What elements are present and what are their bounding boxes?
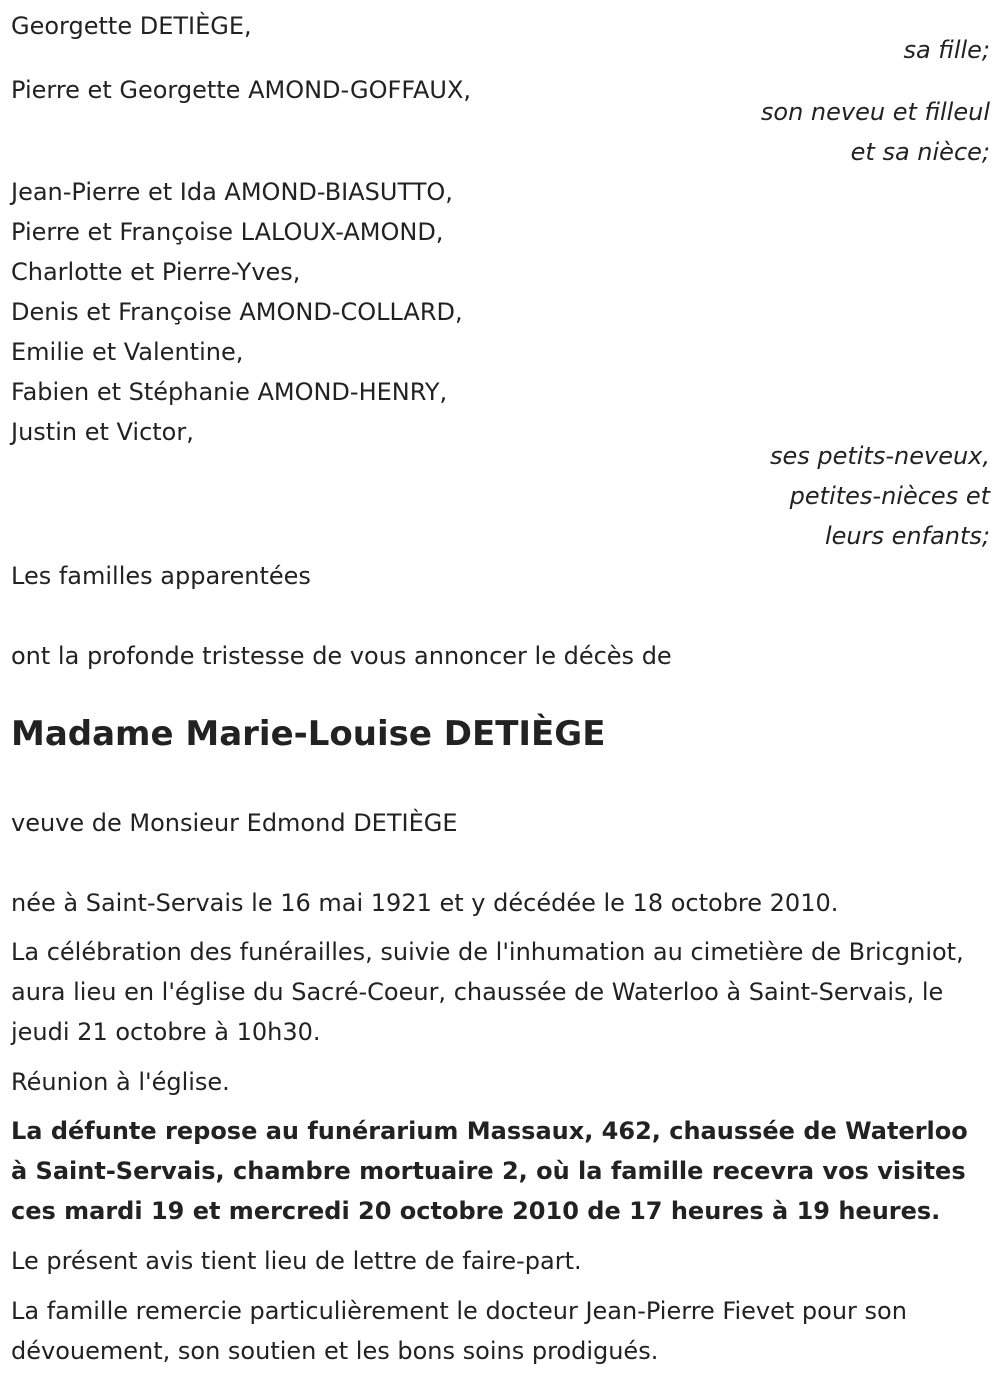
family-line-amond-biasutto: Jean-Pierre et Ida AMOND-BIASUTTO, [11, 178, 453, 206]
related-families: Les familles apparentées [11, 562, 311, 590]
birth-death-paragraph: née à Saint-Servais le 16 mai 1921 et y décédée le 18 octobre 2010. [11, 889, 839, 917]
family-line-amond-collard: Denis et Françoise AMOND-COLLARD, [11, 298, 463, 326]
role-their-children: leurs enfants; [825, 522, 990, 550]
role-daughter: sa fille; [903, 36, 990, 64]
role-grandnephews: ses petits-neveux, [769, 442, 990, 470]
role-grandnieces: petites-nièces et [789, 482, 990, 510]
family-line-emilie: Emilie et Valentine, [11, 338, 244, 366]
family-line-justin: Justin et Victor, [11, 418, 194, 446]
family-line-georgette: Georgette DETIÈGE, [11, 12, 252, 40]
notice-paragraph: Le présent avis tient lieu de lettre de faire-part. [11, 1247, 582, 1275]
thanks-paragraph: La famille remercie particulièrement le docteur Jean-Pierre Fievet pour son dévouement, son soutien et les bons soins prodigués. [11, 1297, 907, 1365]
family-line-charlotte: Charlotte et Pierre-Yves, [11, 258, 301, 286]
gathering-paragraph: Réunion à l'église. [11, 1068, 230, 1096]
deceased-name: Madame Marie-Louise DETIÈGE [11, 714, 606, 754]
widow-of: veuve de Monsieur Edmond DETIÈGE [11, 809, 458, 837]
family-line-amond-goffaux: Pierre et Georgette AMOND-GOFFAUX, [11, 76, 472, 104]
family-line-laloux-amond: Pierre et Françoise LALOUX-AMOND, [11, 218, 444, 246]
visitation-paragraph: La défunte repose au funérarium Massaux, 462, chaussée de Waterloo à Saint-Servais, chambre mortuaire 2, où la famille recevra vos visites ces mardi 19 et mercredi 20 octobre 2010 de 17 heures à 19 heures. [11, 1117, 968, 1225]
family-line-amond-henry: Fabien et Stéphanie AMOND-HENRY, [11, 378, 448, 406]
funeral-paragraph: La célébration des funérailles, suivie de l'inhumation au cimetière de Bricgniot, aura lieu en l'église du Sacré-Coeur, chaussée de Waterloo à Saint-Servais, le jeudi 21 octobre à 10h30. [11, 938, 964, 1046]
role-niece: et sa nièce; [850, 138, 990, 166]
announcement-text: ont la profonde tristesse de vous annoncer le décès de [11, 642, 672, 670]
role-nephew-godson: son neveu et filleul [760, 98, 990, 126]
